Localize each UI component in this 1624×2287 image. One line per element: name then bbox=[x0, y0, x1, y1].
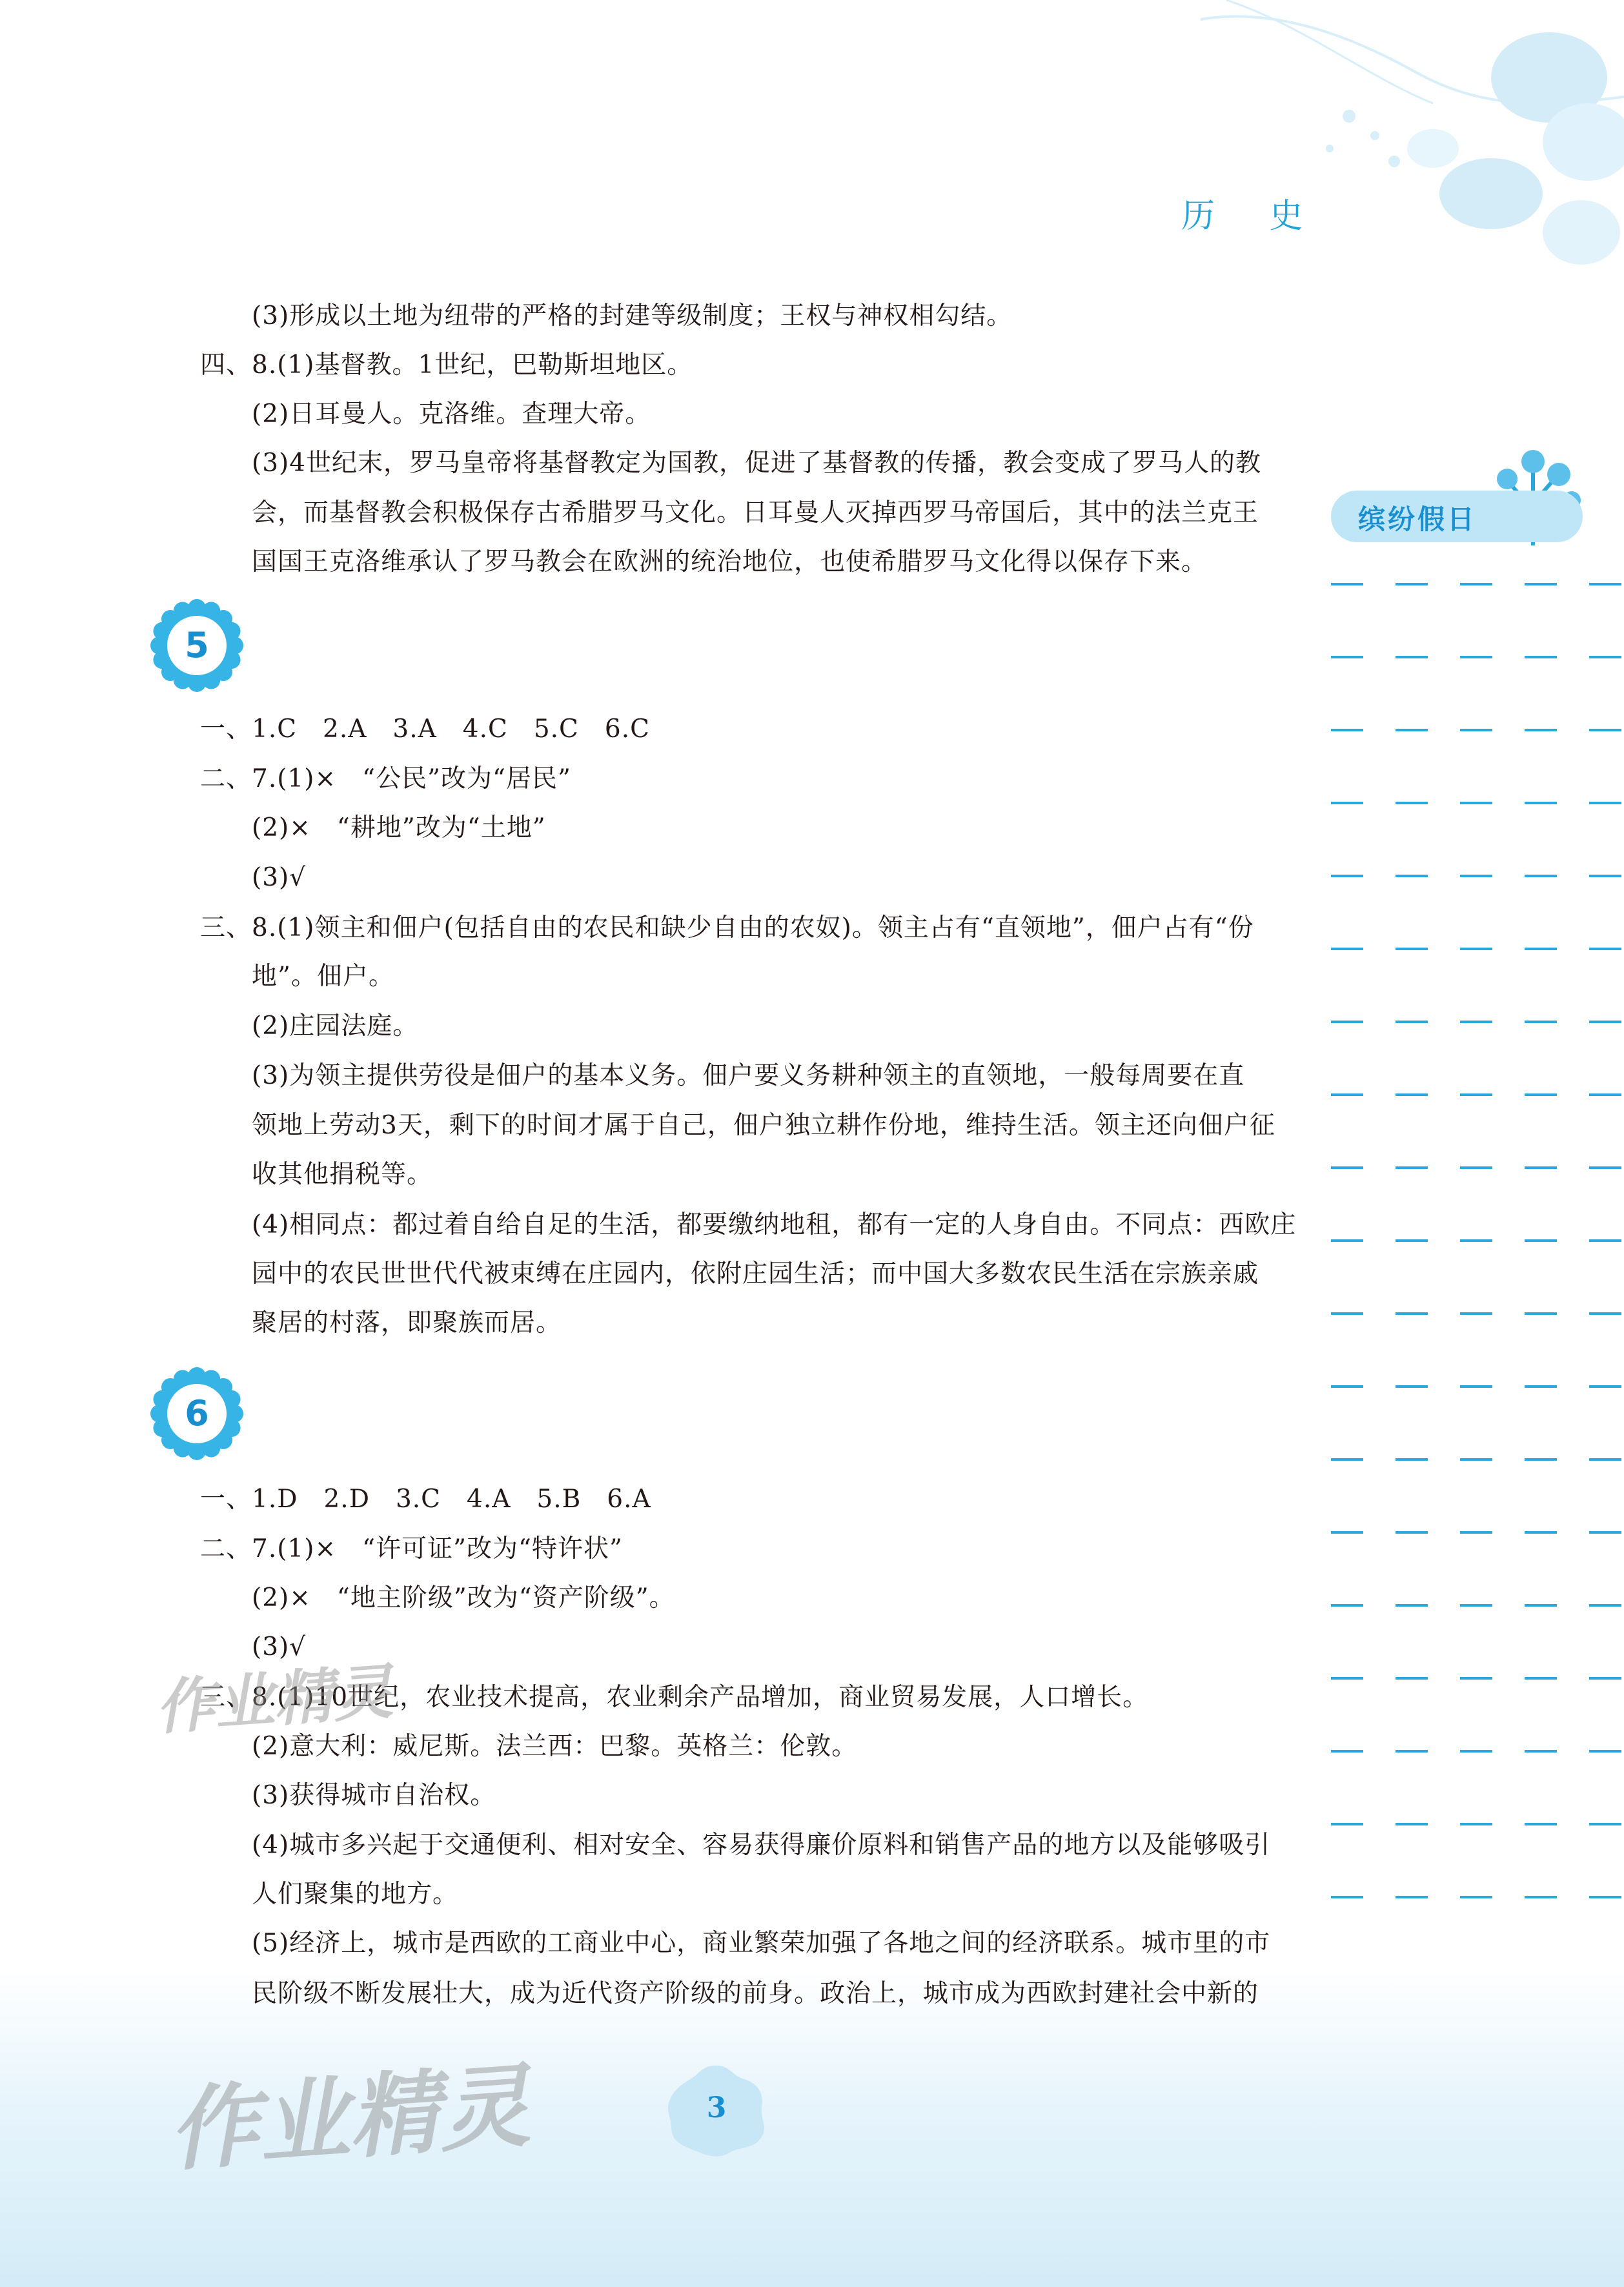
rule-row bbox=[1331, 1312, 1589, 1315]
page-number: 3 bbox=[706, 2091, 727, 2124]
rule-row bbox=[1331, 1385, 1589, 1388]
answer-line: (2)× “地主阶级”改为“资产阶级”。 bbox=[252, 1583, 675, 1612]
rule-dash bbox=[1396, 948, 1428, 950]
rule-dash bbox=[1331, 1604, 1363, 1607]
rule-dash bbox=[1525, 1677, 1557, 1680]
rule-dash bbox=[1331, 1896, 1363, 1898]
badge-shape bbox=[148, 1365, 245, 1462]
rule-dash bbox=[1460, 656, 1492, 658]
rule-dash bbox=[1396, 1531, 1428, 1534]
rule-dash bbox=[1331, 583, 1363, 585]
rule-dash bbox=[1525, 1385, 1557, 1388]
rule-dash bbox=[1525, 1896, 1557, 1898]
answer-line: (3)形成以土地为纽带的严格的封建等级制度；王权与神权相勾结。 bbox=[252, 301, 1013, 330]
rule-dash bbox=[1331, 1385, 1363, 1388]
answer-line: (2)日耳曼人。克洛维。查理大帝。 bbox=[252, 400, 651, 429]
answer-line: (3)获得城市自治权。 bbox=[252, 1781, 496, 1810]
rule-row bbox=[1331, 1166, 1589, 1169]
rule-dash bbox=[1589, 1677, 1621, 1680]
rule-dash bbox=[1589, 656, 1621, 658]
rule-dash bbox=[1331, 948, 1363, 950]
watermark-small: 作业精灵 bbox=[153, 1657, 395, 1743]
rule-dash bbox=[1396, 1021, 1428, 1023]
answer-line: 三、8.(1)领主和佃户(包括自由的农民和缺少自由的农奴)。领主占有“直领地”，佃户占有“份 bbox=[200, 913, 1254, 942]
rule-dash bbox=[1525, 1021, 1557, 1023]
rule-dash bbox=[1589, 1823, 1621, 1825]
rule-dash bbox=[1460, 875, 1492, 877]
rule-dash bbox=[1460, 1458, 1492, 1461]
rule-dash bbox=[1396, 1823, 1428, 1825]
rule-dash bbox=[1460, 1239, 1492, 1242]
rule-dash bbox=[1525, 1750, 1557, 1753]
rule-dash bbox=[1396, 1312, 1428, 1315]
answer-line: (5)经济上，城市是西欧的工商业中心，商业繁荣加强了各地之间的经济联系。城市里的市 bbox=[252, 1929, 1271, 1958]
page-number-badge bbox=[665, 2062, 768, 2159]
rule-dash bbox=[1589, 1385, 1621, 1388]
rule-dash bbox=[1396, 802, 1428, 804]
sidebar-title-text: 缤纷假日 bbox=[1358, 503, 1477, 535]
rule-dash bbox=[1460, 1677, 1492, 1680]
rule-dash bbox=[1396, 1385, 1428, 1388]
answer-line: 园中的农民世世代代被束缚在庄园内，依附庄园生活；而中国大多数农民生活在宗族亲戚 bbox=[252, 1259, 1259, 1288]
rule-row bbox=[1331, 583, 1589, 585]
answer-line: (2)庄园法庭。 bbox=[252, 1011, 419, 1041]
rule-dash bbox=[1460, 802, 1492, 804]
rule-row bbox=[1331, 1531, 1589, 1534]
rule-dash bbox=[1589, 1896, 1621, 1898]
rule-row bbox=[1331, 1239, 1589, 1242]
sidebar-title bbox=[1331, 491, 1583, 542]
rule-dash bbox=[1589, 583, 1621, 585]
rule-dash bbox=[1396, 1896, 1428, 1898]
rule-row bbox=[1331, 729, 1589, 731]
answer-line: 会，而基督教会积极保存古希腊罗马文化。日耳曼人灭掉西罗马帝国后，其中的法兰克王 bbox=[252, 498, 1259, 527]
rule-dash bbox=[1331, 802, 1363, 804]
rule-dash bbox=[1525, 729, 1557, 731]
rule-dash bbox=[1460, 1093, 1492, 1096]
rule-dash bbox=[1460, 1531, 1492, 1534]
answer-line: 二、7.(1)× “许可证”改为“特许状” bbox=[200, 1534, 623, 1563]
rule-dash bbox=[1331, 1531, 1363, 1534]
rule-dash bbox=[1525, 948, 1557, 950]
rule-dash bbox=[1396, 656, 1428, 658]
rule-row bbox=[1331, 948, 1589, 950]
rule-row bbox=[1331, 1093, 1589, 1096]
rule-dash bbox=[1460, 1896, 1492, 1898]
rule-dash bbox=[1589, 802, 1621, 804]
rule-row bbox=[1331, 1823, 1589, 1825]
rule-dash bbox=[1331, 1239, 1363, 1242]
rule-dash bbox=[1396, 1604, 1428, 1607]
rule-dash bbox=[1396, 1093, 1428, 1096]
rule-dash bbox=[1525, 1604, 1557, 1607]
badge-shape bbox=[148, 597, 245, 694]
subject-title: 历 史 bbox=[1181, 197, 1325, 236]
rule-dash bbox=[1589, 1239, 1621, 1242]
rule-dash bbox=[1525, 1239, 1557, 1242]
answer-line: 聚居的村落，即聚族而居。 bbox=[252, 1308, 562, 1337]
rule-row bbox=[1331, 1896, 1589, 1898]
rule-dash bbox=[1396, 875, 1428, 877]
answer-line: 民阶级不断发展壮大，成为近代资产阶级的前身。政治上，城市成为西欧封建社会中新的 bbox=[252, 1979, 1259, 2008]
answer-line: (2)× “耕地”改为“土地” bbox=[252, 813, 546, 842]
rule-dash bbox=[1331, 656, 1363, 658]
rule-dash bbox=[1396, 1166, 1428, 1169]
rule-dash bbox=[1589, 875, 1621, 877]
answer-line: 地”。佃户。 bbox=[252, 962, 394, 991]
rule-dash bbox=[1589, 948, 1621, 950]
answer-line: 收其他捐税等。 bbox=[252, 1160, 433, 1189]
rule-dash bbox=[1460, 948, 1492, 950]
rule-row bbox=[1331, 875, 1589, 877]
rule-dash bbox=[1460, 1166, 1492, 1169]
rule-row bbox=[1331, 656, 1589, 658]
rule-dash bbox=[1589, 1166, 1621, 1169]
rule-dash bbox=[1525, 802, 1557, 804]
rule-dash bbox=[1525, 1531, 1557, 1534]
answer-line: 人们聚集的地方。 bbox=[252, 1880, 459, 1909]
rule-dash bbox=[1525, 1166, 1557, 1169]
answer-line: (2)意大利：威尼斯。法兰西：巴黎。英格兰：伦敦。 bbox=[252, 1732, 858, 1761]
floral-decoration bbox=[1201, 0, 1624, 323]
watermark-large: 作业精灵 bbox=[165, 2053, 533, 2184]
rule-dash bbox=[1525, 875, 1557, 877]
rule-row bbox=[1331, 1677, 1589, 1680]
rule-dash bbox=[1460, 583, 1492, 585]
rule-dash bbox=[1396, 1677, 1428, 1680]
answer-line: 四、8.(1)基督教。1世纪，巴勒斯坦地区。 bbox=[200, 351, 693, 380]
rule-dash bbox=[1396, 1750, 1428, 1753]
answer-line: (4)相同点：都过着自给自足的生活，都要缴纳地租，都有一定的人身自由。不同点：西欧庄 bbox=[252, 1210, 1297, 1239]
answer-line: (3)4世纪末，罗马皇帝将基督教定为国教，促进了基督教的传播，教会变成了罗马人的教 bbox=[252, 449, 1262, 478]
rule-row bbox=[1331, 1458, 1589, 1461]
rule-dash bbox=[1460, 1021, 1492, 1023]
answer-line: 一、1.D 2.D 3.C 4.A 5.B 6.A bbox=[200, 1485, 651, 1514]
rule-dash bbox=[1589, 1750, 1621, 1753]
answer-line: 一、1.C 2.A 3.A 4.C 5.C 6.C bbox=[200, 715, 650, 744]
rule-dash bbox=[1396, 729, 1428, 731]
rule-dash bbox=[1331, 1750, 1363, 1753]
rule-dash bbox=[1396, 583, 1428, 585]
answer-line: 三、8.(1)10世纪，农业技术提高，农业剩余产品增加，商业贸易发展，人口增长。 bbox=[200, 1683, 1149, 1712]
rule-dash bbox=[1589, 729, 1621, 731]
rule-dash bbox=[1589, 1021, 1621, 1023]
rule-dash bbox=[1460, 1604, 1492, 1607]
rule-dash bbox=[1525, 656, 1557, 658]
rule-dash bbox=[1331, 1823, 1363, 1825]
rule-dash bbox=[1460, 1823, 1492, 1825]
rule-row bbox=[1331, 1021, 1589, 1023]
section-number-badge bbox=[148, 597, 245, 694]
rule-row bbox=[1331, 1750, 1589, 1753]
rule-dash bbox=[1460, 1750, 1492, 1753]
rule-dash bbox=[1589, 1604, 1621, 1607]
answer-line: (4)城市多兴起于交通便利、相对安全、容易获得廉价原料和销售产品的地方以及能够吸引 bbox=[252, 1831, 1271, 1860]
rule-dash bbox=[1460, 1385, 1492, 1388]
answer-line: 领地上劳动3天，剩下的时间才属于自己，佃户独立耕作份地，维持生活。领主还向佃户征 bbox=[252, 1111, 1275, 1140]
rule-dash bbox=[1525, 1458, 1557, 1461]
answer-line: (3)为领主提供劳役是佃户的基本义务。佃户要义务耕种领主的直领地，一般每周要在直 bbox=[252, 1061, 1245, 1090]
rule-dash bbox=[1589, 1531, 1621, 1534]
rule-dash bbox=[1589, 1312, 1621, 1315]
rule-dash bbox=[1396, 1458, 1428, 1461]
rule-dash bbox=[1525, 1093, 1557, 1096]
answer-line: 国国王克洛维承认了罗马教会在欧洲的统治地位，也使希腊罗马文化得以保存下来。 bbox=[252, 547, 1208, 576]
rule-dash bbox=[1331, 729, 1363, 731]
answer-line: (3)√ bbox=[252, 863, 307, 892]
section-number-badge bbox=[148, 1365, 245, 1462]
rule-dash bbox=[1460, 729, 1492, 731]
rule-dash bbox=[1331, 875, 1363, 877]
rule-dash bbox=[1460, 1312, 1492, 1315]
rule-dash bbox=[1589, 1458, 1621, 1461]
answer-line: (3)√ bbox=[252, 1632, 307, 1662]
rule-row bbox=[1331, 1604, 1589, 1607]
section-number: 6 bbox=[185, 1393, 209, 1434]
rule-dash bbox=[1525, 1312, 1557, 1315]
rule-dash bbox=[1331, 1166, 1363, 1169]
rule-dash bbox=[1589, 1093, 1621, 1096]
rule-dash bbox=[1331, 1677, 1363, 1680]
rule-row bbox=[1331, 802, 1589, 804]
rule-dash bbox=[1331, 1093, 1363, 1096]
rule-dash bbox=[1525, 583, 1557, 585]
answer-line: 二、7.(1)× “公民”改为“居民” bbox=[200, 764, 571, 793]
rule-dash bbox=[1331, 1312, 1363, 1315]
rule-dash bbox=[1396, 1239, 1428, 1242]
rule-dash bbox=[1525, 1823, 1557, 1825]
rule-dash bbox=[1331, 1458, 1363, 1461]
rule-dash bbox=[1331, 1021, 1363, 1023]
section-number: 5 bbox=[185, 625, 209, 666]
